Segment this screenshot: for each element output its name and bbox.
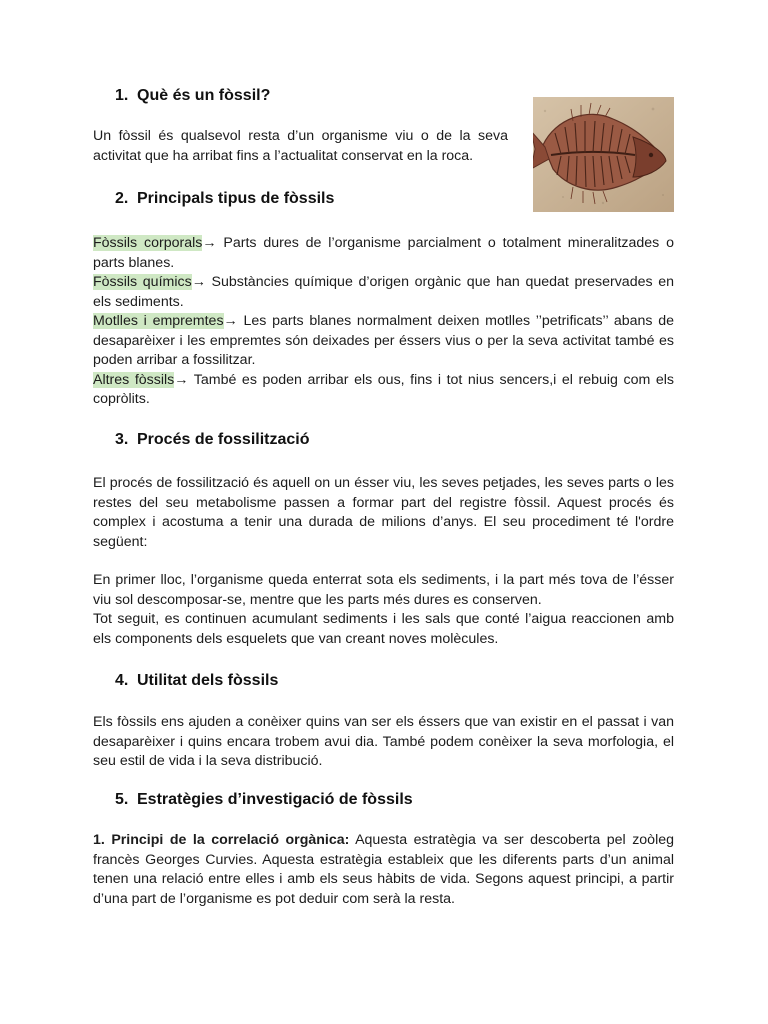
fossil-fish-image (533, 97, 674, 212)
section-title: Principals tipus de fòssils (137, 190, 335, 207)
section-3-paragraph-1: El procés de fossilització és aquell on un ésser viu, les seves petjades, les seves parts o les restes del seu metabolisme passen a formar part del registre fòssil. Aquest procés és complex i acostuma a tenir una durada de milions d’anys. El seu procediment té l'ordre següent: (93, 475, 674, 550)
list-item (93, 371, 674, 410)
section-title: Utilitat dels fòssils (137, 672, 279, 689)
term-highlight: Fòssils corporals (93, 235, 203, 251)
list-item (93, 312, 674, 371)
section-5-body (93, 831, 674, 909)
section-number: 4. (115, 672, 129, 689)
term-highlight: Motlles i empremtes (93, 313, 224, 329)
paragraph: Tot seguit, es continuen acumulant sediments i les sals que conté l’aigua reaccionen amb els components dels esquelets que van creant noves molècules. (93, 611, 674, 647)
term-description: → Parts dures de l’organisme parcialment o totalment mineralitzades o parts blanes. (93, 235, 674, 271)
section-number: 2. (115, 190, 129, 207)
term-highlight: Fòssils químics (93, 274, 192, 290)
section-title: Estratègies d’investigació de fòssils (137, 791, 413, 808)
strategy-lead: 1. Principi de la correlació orgànica: (93, 832, 350, 848)
section-1-heading (115, 87, 270, 105)
term-highlight: Altres fòssils (93, 371, 175, 388)
term-description: → Substàncies químique d’origen orgànic que han quedat preservades en els sediments. (93, 274, 675, 310)
section-title: Procés de fossilització (137, 431, 310, 448)
section-3-heading (115, 431, 310, 449)
term-description: → Les parts blanes normalment deixen motlles ’’petrificats’’ abans de desaparèixer i les empremtes són deixades per éssers vius o per la seva activitat també es poden arribar a fossilitzar. (93, 313, 675, 368)
strategy-text: Aquesta estratègia va ser descoberta pel zoòleg francès Georges Curvies. Aquesta estratègia estableix que les diferents parts d’un animal tenen una relació entre elles i amb els seus hàbits de vida. Segons aquest principi, a partir d’una part de l’organisme es pot deduir com serà la resta. (93, 832, 674, 907)
section-3-steps (93, 571, 674, 649)
section-4-body: Els fòssils ens ajuden a conèixer quins van ser els éssers que van existir en el passat i van desaparèixer i quins encara trobem avui dia. També podem conèixer la seva morfologia, el seu estil de vida i la seva distribució. (93, 714, 674, 769)
list-item (93, 273, 674, 312)
section-2-heading (115, 190, 334, 208)
section-5-heading (115, 791, 413, 809)
section-4-heading (115, 672, 278, 690)
list-item (93, 234, 674, 273)
section-1-body: Un fòssil és qualsevol resta d’un organisme viu o de la seva activitat que ha arribat fins a l’actualitat conservat en la roca. (93, 128, 508, 164)
section-title: Què és un fòssil? (137, 87, 271, 104)
section-number: 5. (115, 791, 129, 808)
paragraph: En primer lloc, l’organisme queda enterrat sota els sediments, i la part més tova de l’ésser viu sol descomposar-se, mentre que les parts més dures es conserven. (93, 572, 674, 608)
section-number: 3. (115, 431, 129, 448)
term-description: → També es poden arribar els ous, fins i tot nius sencers,i el rebuig com els copròlits. (93, 371, 675, 407)
section-number: 1. (115, 87, 129, 104)
fossil-types-list (93, 234, 674, 410)
